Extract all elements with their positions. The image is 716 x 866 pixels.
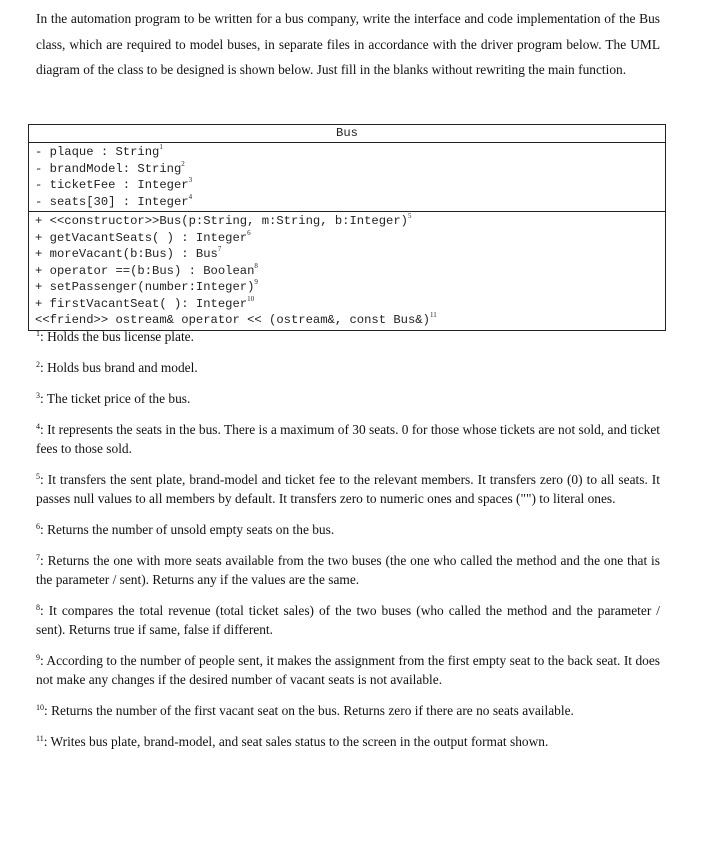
uml-attribute: - brandModel: String$^2$ [35, 159, 185, 176]
footnotes [36, 327, 660, 751]
uml-attributes [29, 143, 665, 212]
uml-method: <<friend>> ostream& operator << (ostream&, const Bus&)$^{11}$ [35, 311, 437, 327]
uml-method: + moreVacant(b:Bus) : Bus$^7$ [35, 245, 222, 261]
uml-method: + firstVacantSeat( ): Integer$^{10}$ [35, 294, 255, 311]
footnote: $^3$: The ticket price of the bus. [36, 391, 191, 406]
uml-method: + <<constructor>>Bus(p:String, m:String, b:Integer)$^5$ [35, 212, 412, 228]
uml-class-name: Bus [29, 125, 665, 143]
footnote: $^5$: It transfers the sent plate, brand-model and ticket fee to the relevant members. It transfers zero (0) to all seats. It passes null values to all members by default. It transfers zero to numeric ones and spaces ("") to literal ones. [36, 472, 660, 506]
uml-class-diagram [28, 124, 666, 331]
footnote: $^2$: Holds bus brand and model. [36, 360, 198, 375]
footnote: $^8$: It compares the total revenue (total ticket sales) of the two buses (who called the method and the parameter / sent). Returns true if same, false if different. [36, 603, 660, 637]
footnote: $^7$: Returns the one with more seats available from the two buses (the one who called the method and the one that is the parameter / sent). Returns any if the values are the same. [36, 553, 660, 587]
intro-paragraph: In the automation program to be written for a bus company, write the interface and code implementation of the Bus class, which are required to model buses, in separate files in accordance with the driver program below. The UML diagram of the class to be designed is shown below. Just fill in the blanks without rewriting the main function. [36, 11, 660, 77]
footnote: $^{10}$: Returns the number of the first vacant seat on the bus. Returns zero if there are no seats available. [36, 703, 574, 718]
uml-attribute: - seats[30] : Integer$^4$ [35, 192, 193, 209]
footnote: $^9$: According to the number of people sent, it makes the assignment from the first empty seat to the back seat. It does not make any changes if the desired number of vacant seats is not available. [36, 653, 660, 687]
uml-methods [29, 212, 665, 330]
footnote: $^6$: Returns the number of unsold empty seats on the bus. [36, 522, 335, 537]
uml-method: + operator ==(b:Bus) : Boolean$^8$ [35, 261, 258, 278]
uml-attribute: - ticketFee : Integer$^3$ [35, 176, 193, 192]
uml-method: + setPassenger(number:Integer)$^9$ [35, 278, 258, 294]
uml-method: + getVacantSeats( ) : Integer$^6$ [35, 228, 251, 245]
footnote: $^4$: It represents the seats in the bus. There is a maximum of 30 seats. 0 for those whose tickets are not sold, and ticket fees to those sold. [36, 422, 660, 456]
uml-attribute: - plaque : String$^1$ [35, 143, 163, 159]
footnote: $^{11}$: Writes bus plate, brand-model, and seat sales status to the screen in the output format shown. [36, 734, 549, 749]
footnote: $^1$: Holds the bus license plate. [36, 329, 194, 344]
